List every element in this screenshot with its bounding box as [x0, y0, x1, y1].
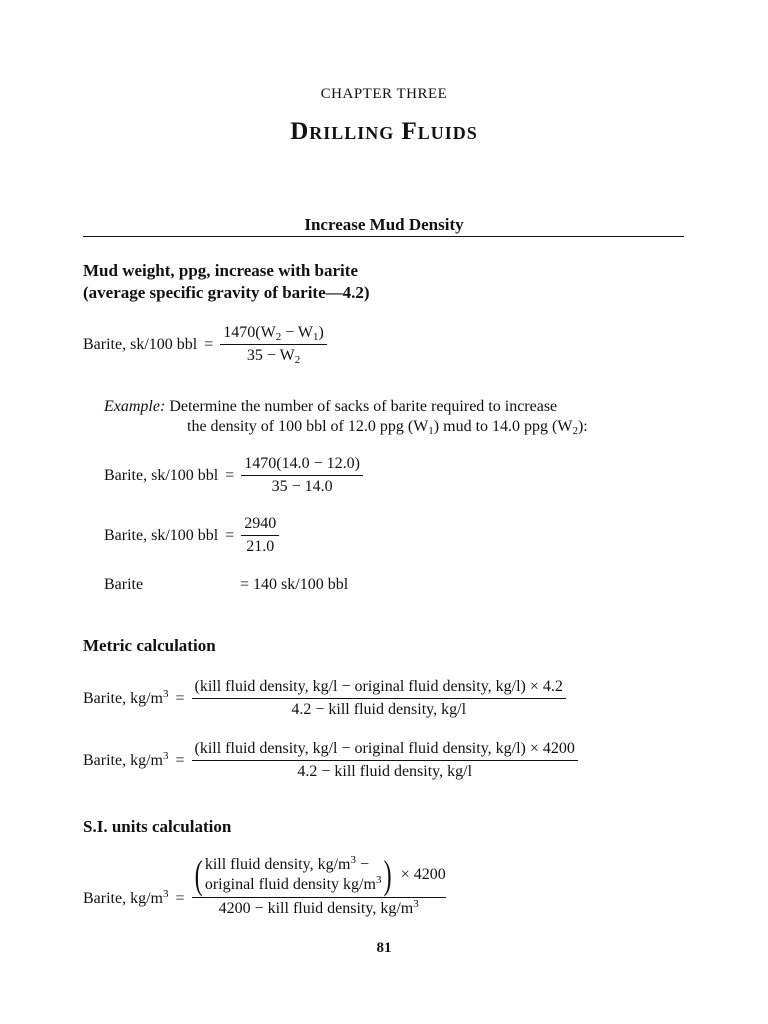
- metric-eq1-lhs: Barite, $kg/m^3$: [83, 687, 169, 707]
- barite-formula: [83, 324, 327, 365]
- metric-eq1-numerator: (kill fluid density, kg/l − original fluid density, kg/l) × 4.2: [192, 678, 566, 699]
- mud-weight-heading-line1: Mud weight, ppg, increase with barite: [83, 261, 358, 280]
- equals-sign: =: [175, 751, 185, 769]
- metric-eq1: [83, 678, 566, 719]
- equals-sign: =: [204, 335, 214, 353]
- equals-sign: =: [175, 689, 185, 707]
- example-label: Example:: [104, 398, 166, 415]
- metric-heading: Metric calculation: [83, 636, 216, 655]
- chapter-title: Drilling Fluids: [290, 118, 478, 145]
- si-num-bottom: original fluid density $kg/m^3$: [204, 874, 382, 893]
- close-paren: ): [384, 852, 393, 897]
- step1-numerator: 1470(14.0 − 12.0): [241, 455, 363, 476]
- si-eq-numerator: [192, 852, 446, 898]
- step2-fraction: [241, 515, 279, 556]
- example-line2: the density of 100 bbl of 12.0 ppg $(W_1)$ mud to 14.0 ppg $(W_2)$:: [187, 418, 588, 437]
- step2-denominator: 21.0: [246, 538, 275, 555]
- si-eq-lhs: Barite, $kg/m^3$: [83, 888, 169, 907]
- section-rule: [83, 236, 684, 237]
- example-step1: [104, 455, 363, 496]
- si-paren-group: [192, 852, 395, 897]
- formula-lhs: Barite, sk/100 bbl: [83, 335, 198, 353]
- metric-eq1-denominator: 4.2 − kill fluid density, kg/l: [291, 701, 467, 718]
- si-eq-denominator: 4200 − kill fluid density, $kg/m^3$: [218, 898, 419, 917]
- si-paren-content: [205, 855, 382, 895]
- formula-fraction: [220, 324, 327, 365]
- result-value: 140 sk/100 bbl: [253, 576, 349, 593]
- equals-sign: =: [225, 466, 235, 484]
- example-step2: [104, 515, 279, 556]
- mud-weight-heading: [83, 260, 370, 304]
- step2-lhs: Barite, sk/100 bbl: [104, 526, 219, 544]
- equals-sign: =: [240, 576, 250, 593]
- example-line1: [104, 397, 557, 417]
- step1-fraction: [241, 455, 363, 496]
- example-result: [104, 575, 143, 595]
- section-heading: Increase Mud Density: [304, 215, 464, 234]
- chapter-label: CHAPTER THREE: [320, 86, 448, 102]
- step2-numerator: 2940: [241, 515, 279, 536]
- si-eq-fraction: [192, 852, 446, 918]
- open-paren: (: [194, 852, 203, 897]
- metric-eq2: [83, 740, 578, 781]
- mud-weight-heading-line2: (average specific gravity of barite—4.2): [83, 283, 370, 302]
- equals-sign: =: [225, 526, 235, 544]
- example-line1-text: Determine the number of sacks of barite required to increase: [169, 398, 558, 415]
- page-number: 81: [376, 940, 392, 956]
- example-result-value: [240, 575, 348, 595]
- metric-eq2-numerator: (kill fluid density, kg/l − original fluid density, kg/l) × 4200: [192, 740, 578, 761]
- si-eq: [83, 852, 446, 918]
- si-heading: S.I. units calculation: [83, 817, 232, 836]
- metric-eq2-fraction: [192, 740, 578, 781]
- formula-denominator: $35 - W_2$: [246, 347, 301, 366]
- formula-numerator: $1470(W_2 - W_1)$: [220, 324, 327, 345]
- step1-lhs: Barite, sk/100 bbl: [104, 466, 219, 484]
- si-num-top: kill fluid density, $kg/m^3$ −: [204, 854, 369, 873]
- result-lhs: Barite: [104, 576, 144, 593]
- metric-eq2-denominator: 4.2 − kill fluid density, kg/l: [297, 763, 473, 780]
- metric-eq1-fraction: [192, 678, 566, 719]
- step1-denominator: 35 − 14.0: [271, 478, 333, 495]
- si-times: × 4200: [400, 866, 446, 883]
- equals-sign: =: [175, 890, 185, 907]
- metric-eq2-lhs: Barite, $kg/m^3$: [83, 749, 169, 769]
